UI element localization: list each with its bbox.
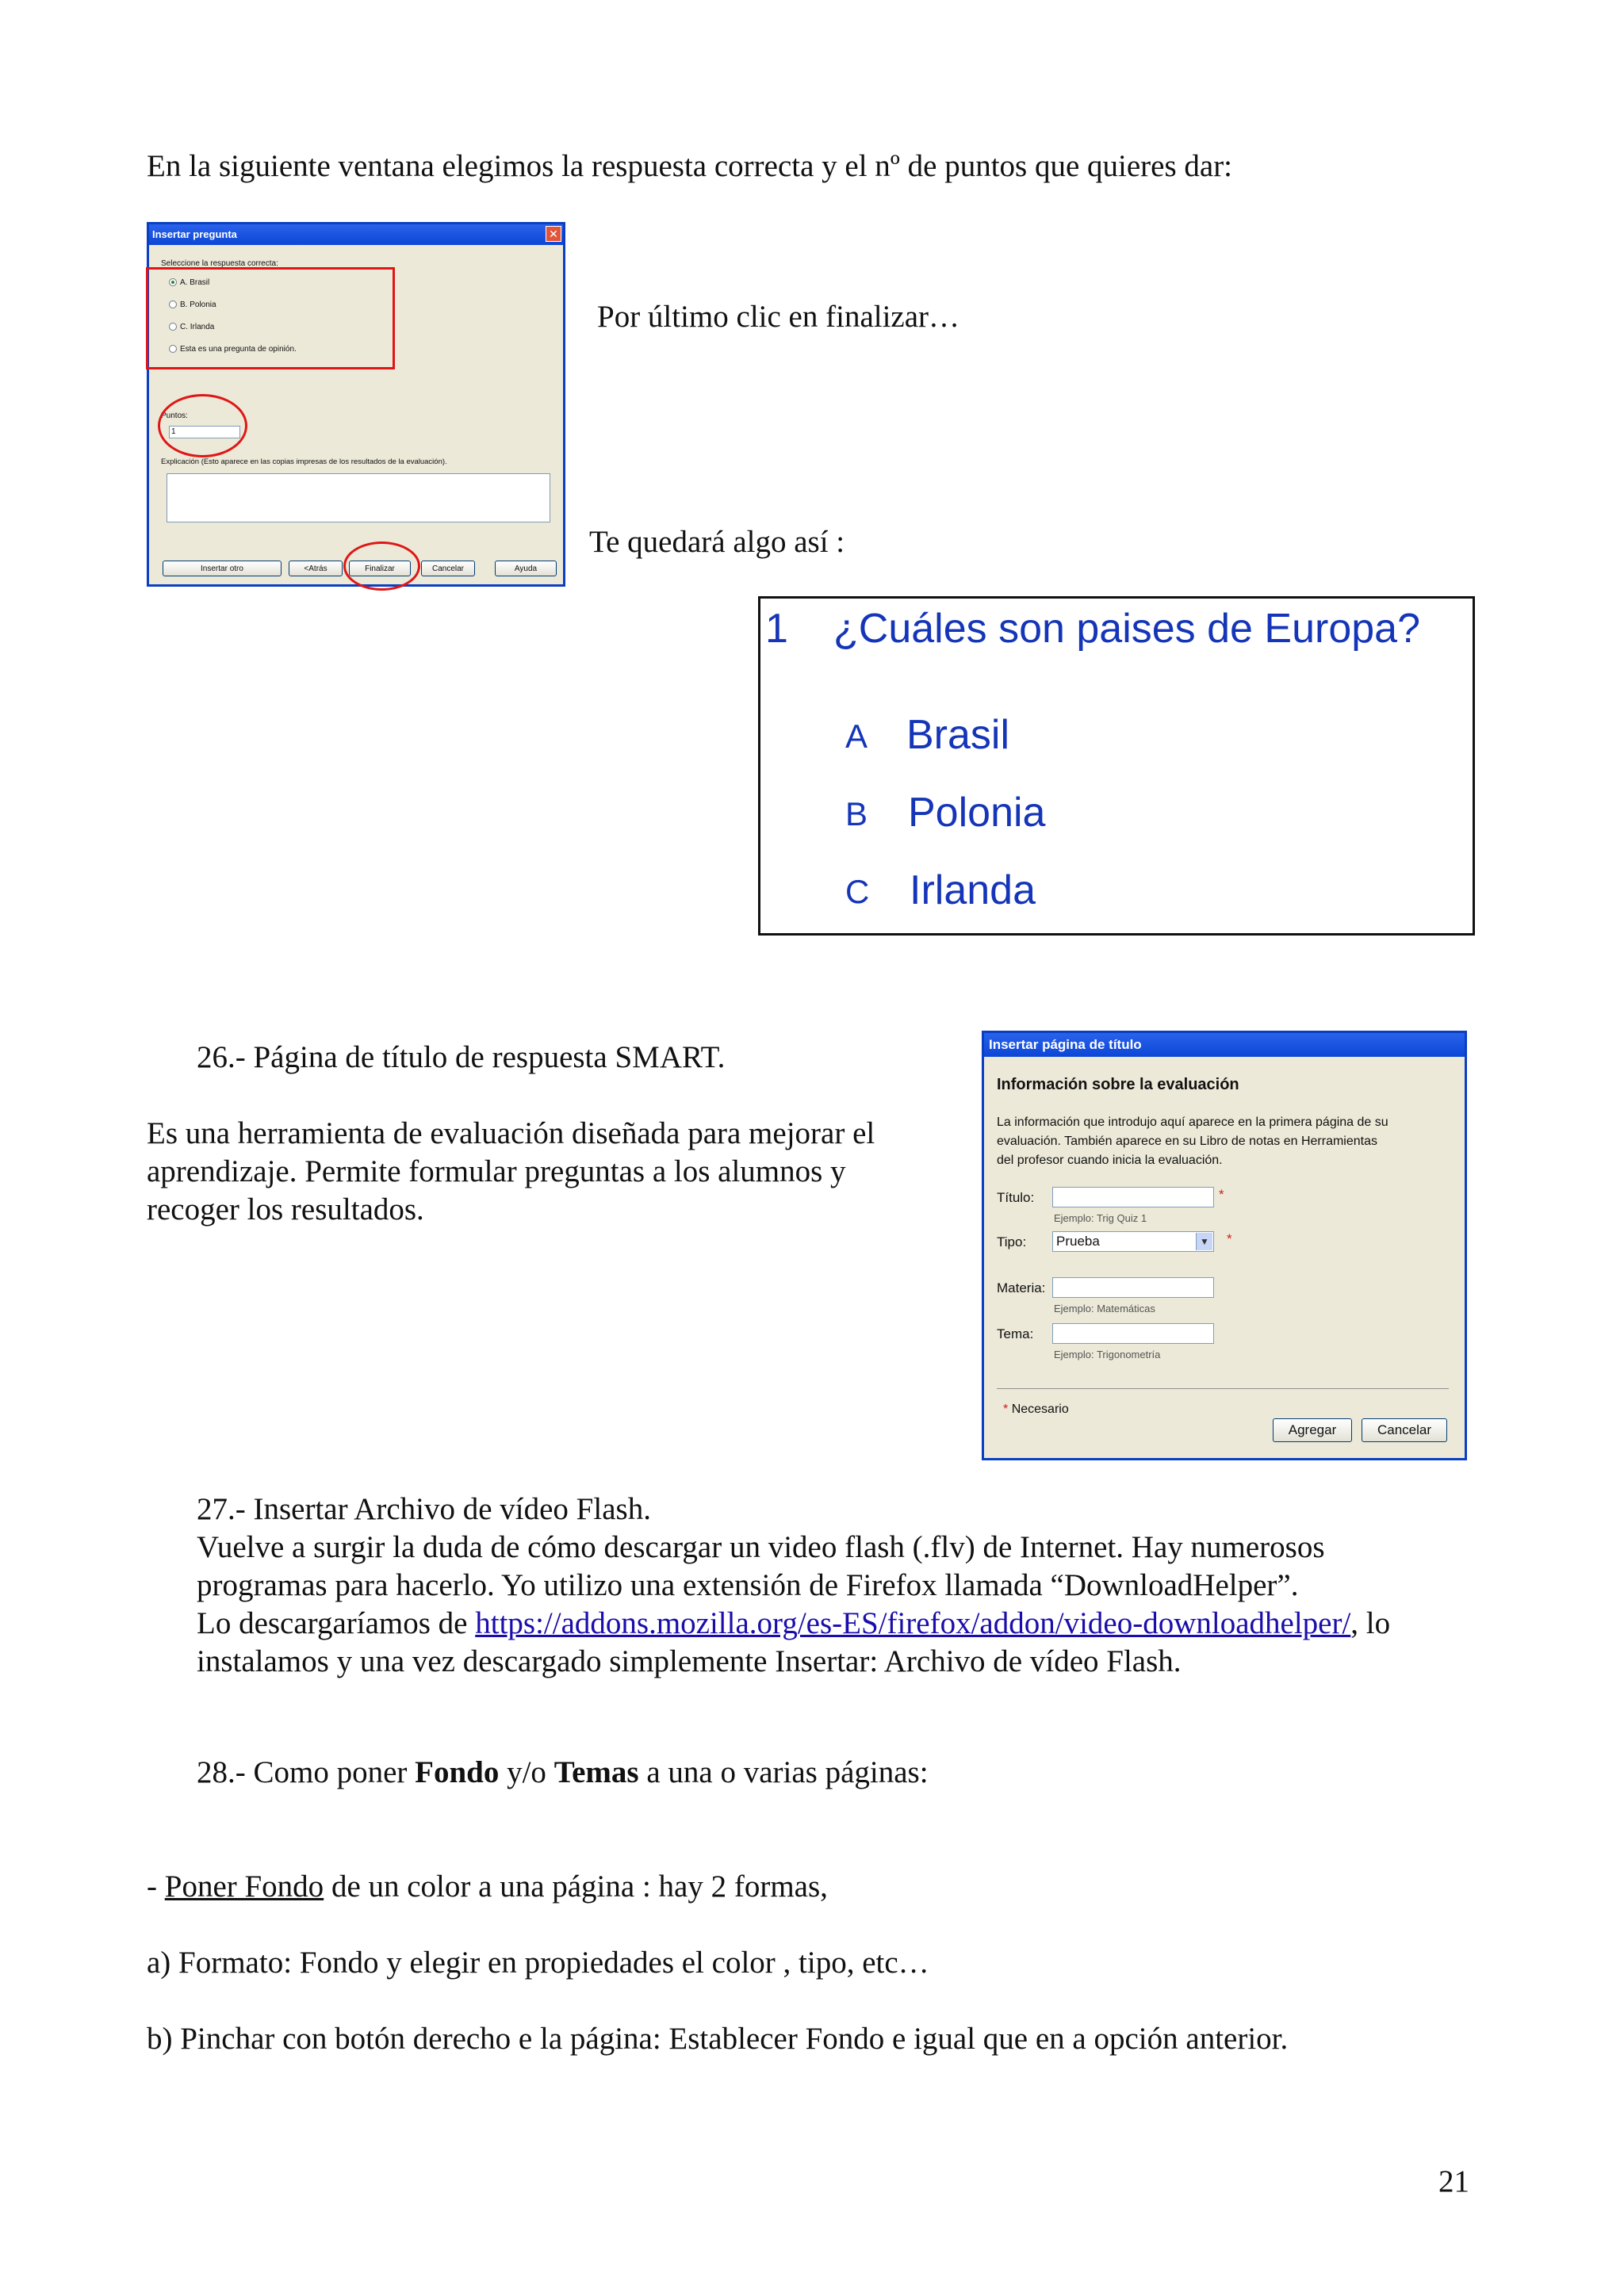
question-result-box bbox=[758, 596, 1475, 936]
dialog-heading: Información sobre la evaluación bbox=[997, 1076, 1239, 1093]
tema-input[interactable] bbox=[1052, 1323, 1214, 1344]
insertar-otro-button[interactable]: Insertar otro bbox=[163, 561, 282, 576]
option-brasil[interactable]: A. Brasil bbox=[169, 278, 209, 287]
question-number: 1 bbox=[765, 606, 788, 652]
finalizar-button[interactable]: Finalizar bbox=[349, 561, 411, 576]
insertar-pagina-titulo-dialog bbox=[982, 1031, 1467, 1460]
materia-label: Materia: bbox=[997, 1280, 1046, 1295]
dialog-desc-line: evaluación. También aparece en su Libro de notas en Herramientas bbox=[997, 1135, 1377, 1148]
explanation-label: Explicación (Esto aparece en las copias impresas de los resultados de la evaluación). bbox=[161, 457, 447, 466]
section-27-heading: 27.- Insertar Archivo de vídeo Flash. bbox=[197, 1492, 651, 1526]
titulo-label: Título: bbox=[997, 1190, 1035, 1205]
option-opinion[interactable]: Esta es una pregunta de opinión. bbox=[169, 345, 297, 354]
result-intro-text: Te quedará algo así : bbox=[589, 525, 845, 559]
tipo-select[interactable] bbox=[1052, 1231, 1214, 1252]
points-label: Puntos: bbox=[161, 411, 188, 420]
titulo-example: Ejemplo: Trig Quiz 1 bbox=[1054, 1212, 1147, 1224]
section-26-line: recoger los resultados. bbox=[147, 1192, 424, 1226]
section-26-line: Es una herramienta de evaluación diseñada para mejorar el bbox=[147, 1116, 875, 1150]
page-number: 21 bbox=[1438, 2164, 1469, 2198]
required-marker: * bbox=[1219, 1187, 1224, 1202]
atras-button[interactable]: <Atrás bbox=[289, 561, 343, 576]
dialog-titlebar bbox=[149, 224, 563, 245]
cancelar-button[interactable]: Cancelar bbox=[1362, 1418, 1447, 1442]
answer-letter: C bbox=[845, 873, 870, 910]
section-28-heading: 28.- Como poner Fondo y/o Temas a una o varias páginas: bbox=[197, 1755, 929, 1789]
finalize-text: Por último clic en finalizar… bbox=[597, 300, 960, 334]
titulo-input[interactable] bbox=[1052, 1187, 1214, 1207]
explanation-textarea[interactable] bbox=[167, 473, 550, 522]
answer-text: Brasil bbox=[906, 712, 1010, 758]
dialog-title: Insertar pregunta bbox=[152, 228, 237, 240]
section-27-line: Lo descargaríamos de https://addons.mozilla.org/es-ES/firefox/addon/video-downloadhelper/, lo bbox=[197, 1606, 1391, 1640]
answers-highlight-box bbox=[146, 267, 395, 369]
answer-letter: A bbox=[845, 718, 868, 755]
fondo-option-a: a) Formato: Fondo y elegir en propiedades el color , tipo, etc… bbox=[147, 1946, 929, 1980]
dialog-desc-line: del profesor cuando inicia la evaluación. bbox=[997, 1154, 1223, 1167]
question-text: ¿Cuáles son paises de Europa? bbox=[833, 606, 1421, 652]
ayuda-button[interactable]: Ayuda bbox=[495, 561, 557, 576]
tipo-value: Prueba bbox=[1056, 1234, 1100, 1249]
materia-input[interactable] bbox=[1052, 1277, 1214, 1298]
required-note: * Necesario bbox=[1003, 1402, 1069, 1416]
divider bbox=[997, 1388, 1449, 1389]
downloadhelper-link[interactable]: https://addons.mozilla.org/es-ES/firefox/addon/video-downloadhelper/ bbox=[475, 1606, 1351, 1640]
intro-text: En la siguiente ventana elegimos la respuesta correcta y el nº de puntos que quieres dar: bbox=[147, 149, 1233, 183]
points-input[interactable]: 1 bbox=[169, 426, 240, 438]
section-27-line: Vuelve a surgir la duda de cómo descargar un video flash (.flv) de Internet. Hay numerosos bbox=[197, 1530, 1325, 1564]
option-irlanda[interactable]: C. Irlanda bbox=[169, 323, 214, 331]
tema-label: Tema: bbox=[997, 1326, 1034, 1341]
fondo-option-b: b) Pinchar con botón derecho e la página: Establecer Fondo e igual que en a opción anterior. bbox=[147, 2022, 1289, 2056]
tema-example: Ejemplo: Trigonometría bbox=[1054, 1349, 1161, 1360]
dialog-desc-line: La información que introdujo aquí aparece en la primera página de su bbox=[997, 1115, 1388, 1129]
answer-text: Irlanda bbox=[910, 867, 1036, 913]
answer-letter: B bbox=[845, 795, 868, 832]
cancelar-button[interactable]: Cancelar bbox=[421, 561, 475, 576]
points-highlight-circle bbox=[158, 394, 247, 457]
tipo-label: Tipo: bbox=[997, 1234, 1027, 1249]
section-26-heading: 26.- Página de título de respuesta SMART. bbox=[197, 1040, 726, 1074]
answer-text: Polonia bbox=[908, 790, 1046, 836]
required-marker: * bbox=[1227, 1231, 1232, 1246]
close-icon[interactable]: ✕ bbox=[546, 226, 561, 242]
option-polonia[interactable]: B. Polonia bbox=[169, 300, 216, 309]
finalizar-highlight-circle bbox=[343, 541, 420, 591]
section-27-line: instalamos y una vez descargado simplemente Insertar: Archivo de vídeo Flash. bbox=[197, 1644, 1182, 1678]
fondo-intro: - Poner Fondo de un color a una página : hay 2 formas, bbox=[147, 1869, 828, 1904]
dialog-title: Insertar página de título bbox=[984, 1033, 1465, 1057]
section-26-line: aprendizaje. Permite formular preguntas a los alumnos y bbox=[147, 1154, 846, 1188]
select-label: Seleccione la respuesta correcta: bbox=[161, 259, 278, 268]
chevron-down-icon[interactable]: ▼ bbox=[1196, 1233, 1212, 1250]
agregar-button[interactable]: Agregar bbox=[1273, 1418, 1352, 1442]
required-marker: * bbox=[1003, 1402, 1009, 1416]
materia-example: Ejemplo: Matemáticas bbox=[1054, 1303, 1155, 1314]
section-27-line: programas para hacerlo. Yo utilizo una extensión de Firefox llamada “DownloadHelper”. bbox=[197, 1568, 1299, 1602]
